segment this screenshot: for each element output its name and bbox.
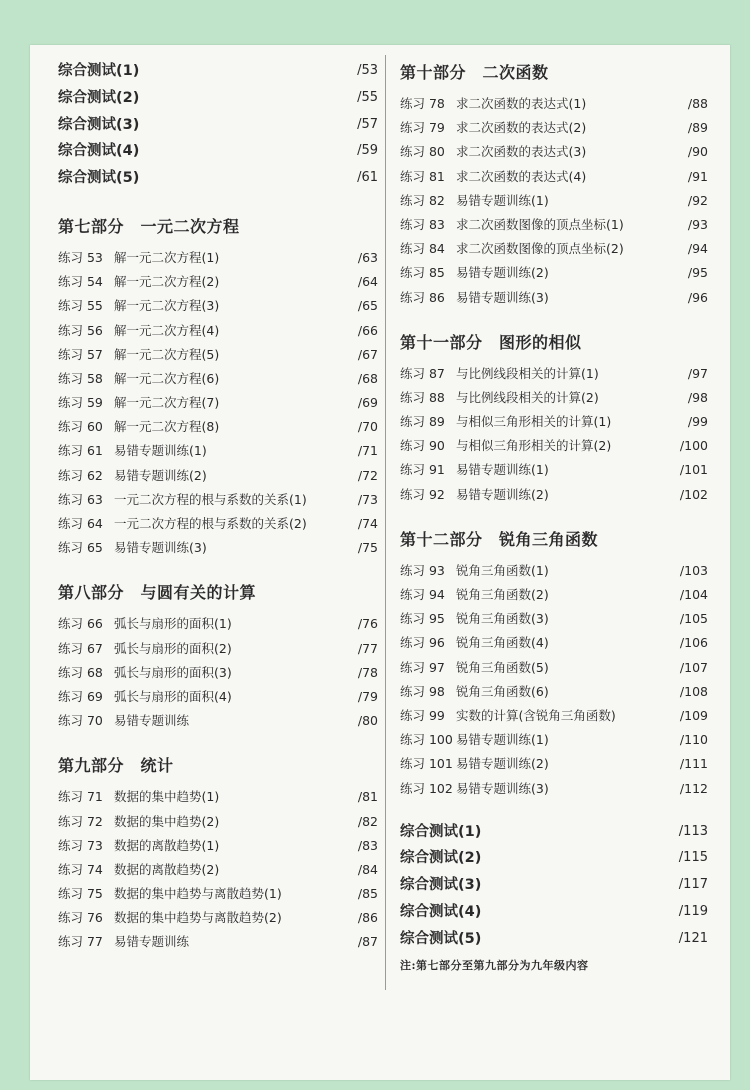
exercise-number: 练习 77 [58,934,103,950]
page-number: /65 [357,298,378,314]
page-number: /86 [357,910,378,926]
page-number: /89 [687,120,708,136]
toc-entry [400,680,708,704]
exercise-number: 练习 58 [58,370,103,386]
page-number: /108 [679,683,708,699]
exercise-title: 易错专题训练(3) [456,780,549,796]
toc-entry [58,858,378,882]
exercise-number: 练习 64 [58,516,103,532]
exercise-number: 练习 88 [400,389,445,405]
test-label: 综合测试(3) [58,116,140,133]
section-title: 第七部分 一元二次方程 [58,216,240,236]
exercise-number: 练习 86 [400,289,445,305]
page-number: /93 [687,216,708,232]
exercise-number: 练习 56 [58,322,103,338]
exercise-number: 练习 82 [400,192,445,208]
exercise-number: 练习 84 [400,241,445,257]
exercise-title: 易错专题训练 [114,713,190,729]
toc-entry [58,270,378,294]
exercise-number: 练习 71 [58,789,103,805]
test-entry [58,165,378,192]
page-number: /119 [678,904,708,920]
column-divider [385,55,386,990]
toc-entry [400,237,708,261]
toc-entry [400,410,708,434]
toc-left-column [58,58,378,973]
toc-entry [58,246,378,270]
exercise-title: 求二次函数的表达式(2) [456,120,587,136]
toc-entry [400,458,708,482]
toc-entry [400,777,708,801]
exercise-number: 练习 89 [400,414,445,430]
toc-right-column [400,58,708,973]
page-number: /90 [687,144,708,160]
exercise-title: 锐角三角函数(2) [456,587,549,602]
exercise-number: 练习 87 [400,365,445,381]
toc-entry [400,261,708,285]
toc-section [58,212,378,560]
page-number: /71 [357,443,378,459]
exercise-number: 练习 67 [58,640,103,656]
toc-entry [400,704,708,728]
test-entry [58,58,378,85]
page-number: /80 [357,713,378,729]
page-number: /117 [678,877,708,893]
toc-entry [58,464,378,488]
page-number: /72 [357,467,378,483]
exercise-number: 练习 100 [400,732,453,748]
toc-entry [400,386,708,410]
toc-section [400,525,708,801]
page-number: /63 [357,249,378,265]
page-number: /91 [687,168,708,184]
page-number: /69 [357,395,378,411]
exercise-number: 练习 54 [58,274,103,290]
toc-entry [58,810,378,834]
exercise-number: 练习 81 [400,168,445,184]
page-number: /109 [679,707,708,723]
test-label: 综合测试(3) [400,877,482,894]
exercise-title: 数据的集中趋势(1) [114,789,220,805]
page-number: /107 [679,659,708,675]
page-number: /110 [679,732,708,748]
exercise-title: 锐角三角函数(1) [456,562,549,578]
exercise-title: 解一元二次方程(4) [114,322,220,338]
toc-entry [400,583,708,607]
toc-entry [58,930,378,954]
test-entry [400,899,708,926]
page-number: /76 [357,616,378,632]
toc-entry [58,906,378,930]
exercise-title: 实数的计算(含锐角三角函数) [456,707,616,723]
toc-entry [400,752,708,776]
exercise-number: 练习 102 [400,780,453,796]
exercise-title: 数据的集中趋势与离散趋势(2) [114,910,282,926]
exercise-number: 练习 65 [58,540,103,556]
page-number: /67 [357,346,378,362]
exercise-number: 练习 99 [400,707,445,723]
exercise-number: 练习 91 [400,462,445,478]
page-number: /105 [679,611,708,627]
exercise-number: 练习 55 [58,298,103,314]
exercise-title: 弧长与扇形的面积(2) [114,640,232,656]
toc-entry [400,559,708,583]
section-title: 第十一部分 图形的相似 [400,332,582,352]
exercise-number: 练习 94 [400,587,445,602]
exercise-number: 练习 83 [400,216,445,232]
exercise-number: 练习 59 [58,395,103,411]
toc-entry [400,213,708,237]
page-number: /70 [357,419,378,435]
page-number: /88 [687,96,708,111]
exercise-number: 练习 75 [58,886,103,902]
left-sections [58,212,378,955]
exercise-title: 易错专题训练(1) [456,732,549,748]
exercise-title: 数据的离散趋势(2) [114,861,220,877]
section-title: 第十二部分 锐角三角函数 [400,529,599,549]
exercise-title: 易错专题训练(2) [456,486,549,502]
exercise-number: 练习 69 [58,688,103,704]
toc-entry [58,512,378,536]
exercise-number: 练习 66 [58,616,103,632]
exercise-title: 求二次函数图像的顶点坐标(2) [456,241,624,257]
toc-entry [400,165,708,189]
test-label: 综合测试(2) [400,850,482,867]
page-number: /79 [357,688,378,704]
test-entry [400,872,708,899]
exercise-title: 一元二次方程的根与系数的关系(2) [114,516,307,532]
page-number: /103 [679,562,708,578]
test-entry [400,819,708,846]
page-number: /74 [357,516,378,532]
page-number: /101 [679,462,708,478]
toc-entry [58,536,378,560]
toc-entry [400,92,708,116]
exercise-number: 练习 96 [400,635,445,651]
page-number: /106 [679,635,708,651]
toc-entry [400,286,708,310]
exercise-number: 练习 101 [400,756,453,772]
exercise-number: 练习 92 [400,486,445,502]
toc-entry [58,319,378,343]
exercise-title: 与比例线段相关的计算(2) [456,389,599,405]
page-number: /98 [687,389,708,405]
exercise-number: 练习 73 [58,837,103,853]
page-number: /100 [679,438,708,454]
exercise-title: 锐角三角函数(3) [456,611,549,627]
exercise-number: 练习 80 [400,144,445,160]
exercise-title: 求二次函数图像的顶点坐标(1) [456,216,624,232]
section-title: 第九部分 统计 [58,756,174,776]
exercise-number: 练习 72 [58,813,103,829]
test-label: 综合测试(4) [58,143,140,160]
page-number: /75 [357,540,378,556]
toc-entry [400,140,708,164]
toc-entry [58,415,378,439]
exercise-title: 锐角三角函数(4) [456,635,549,651]
toc-section [400,58,708,310]
exercise-title: 与相似三角形相关的计算(2) [456,438,612,454]
exercise-title: 解一元二次方程(1) [114,249,220,265]
page-number: /95 [687,265,708,281]
exercise-number: 练习 60 [58,419,103,435]
page-number: /83 [357,837,378,853]
exercise-title: 求二次函数的表达式(1) [456,96,587,111]
test-entry [58,112,378,139]
right-sections [400,58,708,801]
page-number: /102 [679,486,708,502]
test-label: 综合测试(4) [400,904,482,921]
exercise-title: 易错专题训练(2) [456,756,549,772]
page-number: /78 [357,664,378,680]
page-number: /81 [357,789,378,805]
exercise-number: 练习 62 [58,467,103,483]
toc-entry [58,488,378,512]
toc-entry [58,294,378,318]
page-number: /96 [687,289,708,305]
toc-entry [58,439,378,463]
toc-entry [400,607,708,631]
page-number: /57 [357,116,378,132]
exercise-title: 解一元二次方程(2) [114,274,220,290]
page-number: /87 [357,934,378,950]
exercise-number: 练习 95 [400,611,445,627]
test-label: 综合测试(5) [58,170,140,187]
exercise-title: 易错专题训练(3) [456,289,549,305]
exercise-title: 弧长与扇形的面积(4) [114,688,232,704]
toc-section [400,328,708,507]
page-number: /66 [357,322,378,338]
page-number: /121 [678,930,708,946]
section-title: 第八部分 与圆有关的计算 [58,583,257,603]
exercise-number: 练习 74 [58,861,103,877]
exercise-number: 练习 63 [58,491,103,507]
page-number: /111 [679,756,708,772]
exercise-title: 锐角三角函数(6) [456,683,549,699]
page-number: /84 [357,861,378,877]
exercise-title: 易错专题训练(2) [114,467,207,483]
section-title: 第十部分 二次函数 [400,63,549,82]
page-number: /59 [357,143,378,159]
toc-entry [58,709,378,733]
toc-entry [400,728,708,752]
exercise-number: 练习 53 [58,249,103,265]
exercise-number: 练习 98 [400,683,445,699]
exercise-title: 易错专题训练(1) [114,443,207,459]
toc-entry [58,834,378,858]
toc-entry [58,661,378,685]
exercise-number: 练习 68 [58,664,103,680]
toc-entry [400,116,708,140]
test-label: 综合测试(2) [58,89,140,106]
exercise-title: 数据的集中趋势(2) [114,813,220,829]
toc-entry [58,391,378,415]
exercise-title: 数据的集中趋势与离散趋势(1) [114,886,282,902]
toc-entry [400,189,708,213]
test-label: 综合测试(1) [400,823,482,840]
page-number: /104 [679,587,708,602]
toc-entry [400,434,708,458]
toc-section [58,578,378,733]
page-number: /99 [687,414,708,430]
exercise-title: 易错专题训练(1) [456,192,549,208]
test-entry [58,85,378,112]
toc-entry [400,631,708,655]
exercise-title: 易错专题训练(2) [456,265,549,281]
footnote: 注:第七部分至第九部分为九年级内容 [400,958,589,972]
toc-entry [58,612,378,636]
exercise-title: 弧长与扇形的面积(1) [114,616,232,632]
page-number: /113 [678,823,708,839]
toc-entry [400,362,708,386]
page-number: /85 [357,886,378,902]
page-number: /53 [357,63,378,78]
exercise-title: 解一元二次方程(7) [114,395,220,411]
exercise-title: 数据的离散趋势(1) [114,837,220,853]
exercise-title: 与相似三角形相关的计算(1) [456,414,612,430]
toc-section [58,751,378,954]
exercise-title: 易错专题训练 [114,934,190,950]
toc-entry [400,483,708,507]
toc-entry [58,882,378,906]
exercise-number: 练习 93 [400,562,445,578]
exercise-title: 弧长与扇形的面积(3) [114,664,232,680]
left-tests-block [58,58,378,192]
exercise-title: 解一元二次方程(6) [114,370,220,386]
exercise-number: 练习 90 [400,438,445,454]
exercise-title: 易错专题训练(3) [114,540,207,556]
exercise-title: 锐角三角函数(5) [456,659,549,675]
exercise-title: 解一元二次方程(5) [114,346,220,362]
exercise-title: 解一元二次方程(3) [114,298,220,314]
toc-entry [400,656,708,680]
test-entry [58,138,378,165]
toc-entry [58,637,378,661]
page-number: /55 [357,89,378,105]
exercise-number: 练习 78 [400,96,445,111]
page-number: /115 [678,850,708,866]
toc-entry [58,343,378,367]
exercise-title: 与比例线段相关的计算(1) [456,365,599,381]
page-number: /77 [357,640,378,656]
exercise-number: 练习 57 [58,346,103,362]
exercise-title: 求二次函数的表达式(3) [456,144,587,160]
exercise-number: 练习 76 [58,910,103,926]
page-number: /64 [357,274,378,290]
page-number: /94 [687,241,708,257]
page-number: /112 [679,780,708,796]
exercise-number: 练习 70 [58,713,103,729]
test-entry [400,926,708,953]
test-label: 综合测试(5) [400,930,482,947]
page-number: /73 [357,491,378,507]
exercise-title: 易错专题训练(1) [456,462,549,478]
exercise-number: 练习 79 [400,120,445,136]
exercise-title: 解一元二次方程(8) [114,419,220,435]
exercise-number: 练习 61 [58,443,103,459]
page-number: /92 [687,192,708,208]
toc-entry [58,785,378,809]
right-tests-block [400,819,708,953]
exercise-title: 一元二次方程的根与系数的关系(1) [114,491,307,507]
page-number: /82 [357,813,378,829]
toc-entry [58,685,378,709]
page-number: /61 [357,170,378,186]
exercise-number: 练习 85 [400,265,445,281]
page-number: /97 [687,365,708,381]
exercise-title: 求二次函数的表达式(4) [456,168,587,184]
page-number: /68 [357,370,378,386]
exercise-number: 练习 97 [400,659,445,675]
test-entry [400,845,708,872]
toc-entry [58,367,378,391]
test-label: 综合测试(1) [58,63,140,79]
